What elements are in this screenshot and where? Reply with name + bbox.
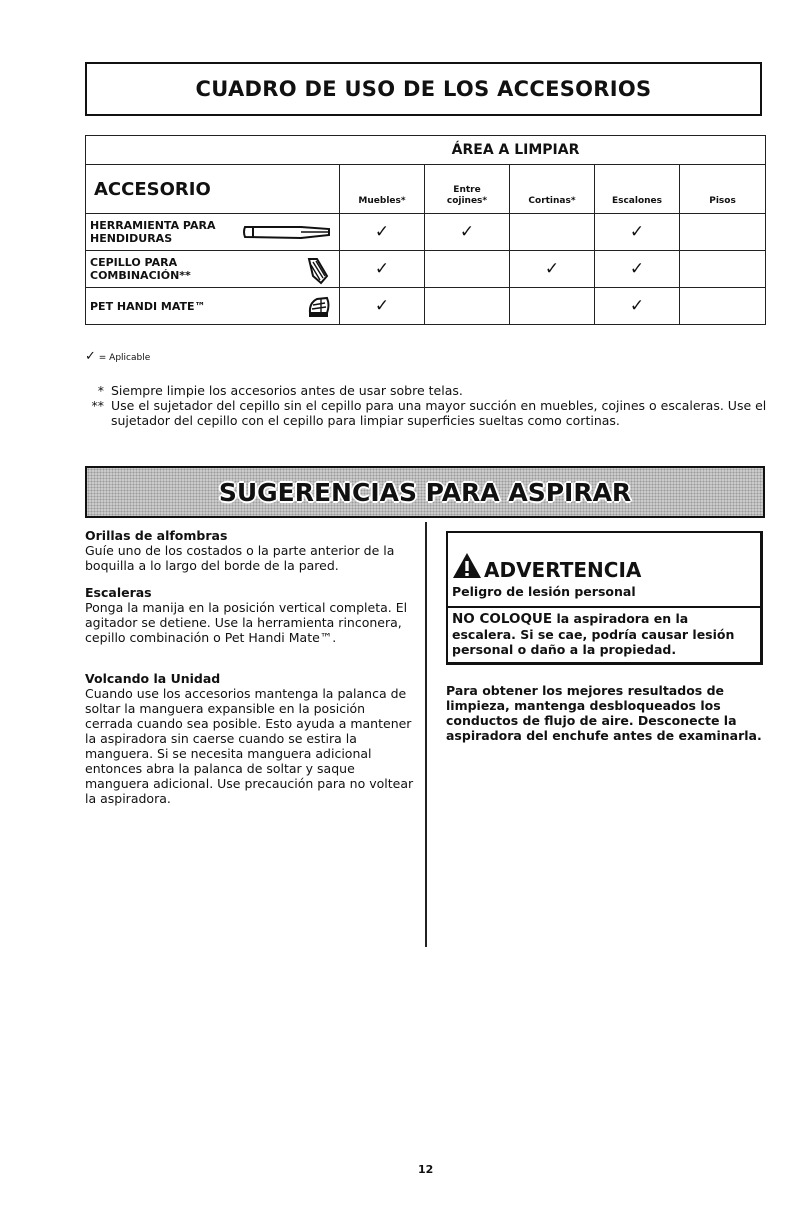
accessory-header: ACCESORIO — [86, 165, 340, 214]
table-cell — [680, 288, 766, 325]
warning-title: ADVERTENCIA — [484, 558, 642, 582]
accessory-table — [85, 135, 766, 325]
tip-heading: Volcando la Unidad — [85, 671, 221, 686]
footnote-mark: * — [97, 383, 104, 398]
chart-title: CUADRO DE USO DE LOS ACCESORIOS — [85, 62, 762, 116]
tip-heading: Escaleras — [85, 585, 152, 600]
warning-body: NO COLOQUE la aspiradora en la escalera. Si se cae, podría causar lesión personal o daño a la propiedad. — [448, 606, 760, 657]
row-label-crevice-tool: HERRAMIENTA PARA HENDIDURAS — [86, 214, 340, 251]
tips-banner — [85, 466, 765, 518]
footnote — [82, 383, 772, 398]
area-header: ÁREA A LIMPIAR — [86, 136, 766, 165]
warning-subtitle: Peligro de lesión personal — [452, 584, 636, 599]
footnote-text: Use el sujetador del cepillo sin el cepillo para una mayor succión en muebles, cojines o escaleras. Use el sujetador del cepillo con el cepillo para limpiar superficies sueltas como cortinas. — [111, 398, 767, 428]
table-cell — [680, 214, 766, 251]
crevice-tool-icon — [241, 219, 333, 248]
column-divider — [425, 522, 427, 947]
table-cell: ✓ — [595, 288, 680, 325]
footnote-text: Siempre limpie los accesorios antes de usar sobre telas. — [111, 383, 463, 398]
table-cell: ✓ — [340, 288, 425, 325]
table-cell: ✓ — [595, 251, 680, 288]
row-label-pet-handi-mate: PET HANDI MATE™ — [86, 288, 340, 325]
tip-heading: Orillas de alfombras — [85, 528, 228, 543]
table-cell — [425, 288, 510, 325]
tips-banner-title: SUGERENCIAS PARA ASPIRAR — [218, 477, 632, 507]
table-cell: ✓ — [425, 214, 510, 251]
table-row — [86, 214, 766, 251]
column-header-escalones: Escalones — [595, 165, 680, 214]
legend-text: = Aplicable — [98, 353, 151, 363]
tip-body: Cuando use los accesorios mantenga la palanca de soltar la manguera expansible en la posición cerrada cuando sea posible. Esto ayuda a mantener la aspiradora sin caerse cuando se estira la manguera. Si se necesita manguera adicional entonces abra la palanca de soltar y saque manguera adicional. Use precaución para no voltear la aspiradora. — [85, 686, 414, 806]
column-header-entre-cojines: Entre cojines* — [425, 165, 510, 214]
warning-box — [446, 531, 763, 665]
maintenance-text: Para obtener los mejores resultados de limpieza, mantenga desbloqueados los conductos de flujo de aire. Desconecte la aspiradora del enchufe antes de examinarla. — [446, 683, 762, 743]
check-mark-icon: ✓ — [85, 349, 96, 364]
tip-body: Ponga la manija en la posición vertical completa. El agitador se detiene. Use la herramienta rinconera, cepillo combinación o Pet Handi Mate™. — [85, 600, 408, 645]
table-cell: ✓ — [595, 214, 680, 251]
table-cell — [680, 251, 766, 288]
combination-brush-icon — [303, 256, 333, 289]
table-cell — [510, 214, 595, 251]
pet-handi-mate-icon — [305, 293, 333, 324]
tips-column — [85, 528, 415, 818]
page-number: 12 — [418, 1163, 434, 1176]
table-cell: ✓ — [340, 214, 425, 251]
table-row — [86, 288, 766, 325]
column-header-cortinas: Cortinas* — [510, 165, 595, 214]
warning-triangle-icon — [452, 551, 482, 583]
footnote — [82, 398, 772, 428]
table-cell: ✓ — [340, 251, 425, 288]
table-cell: ✓ — [510, 251, 595, 288]
row-label-combination-brush: CEPILLO PARA COMBINACIÓN** — [86, 251, 340, 288]
column-header-pisos: Pisos — [680, 165, 766, 214]
table-row — [86, 251, 766, 288]
footnotes — [82, 383, 772, 428]
legend — [85, 349, 150, 364]
tip-body: Guíe uno de los costados o la parte anterior de la boquilla a lo largo del borde de la pared. — [85, 543, 395, 573]
column-header-muebles: Muebles* — [340, 165, 425, 214]
footnote-mark: ** — [91, 398, 104, 413]
table-cell — [510, 288, 595, 325]
table-cell — [425, 251, 510, 288]
